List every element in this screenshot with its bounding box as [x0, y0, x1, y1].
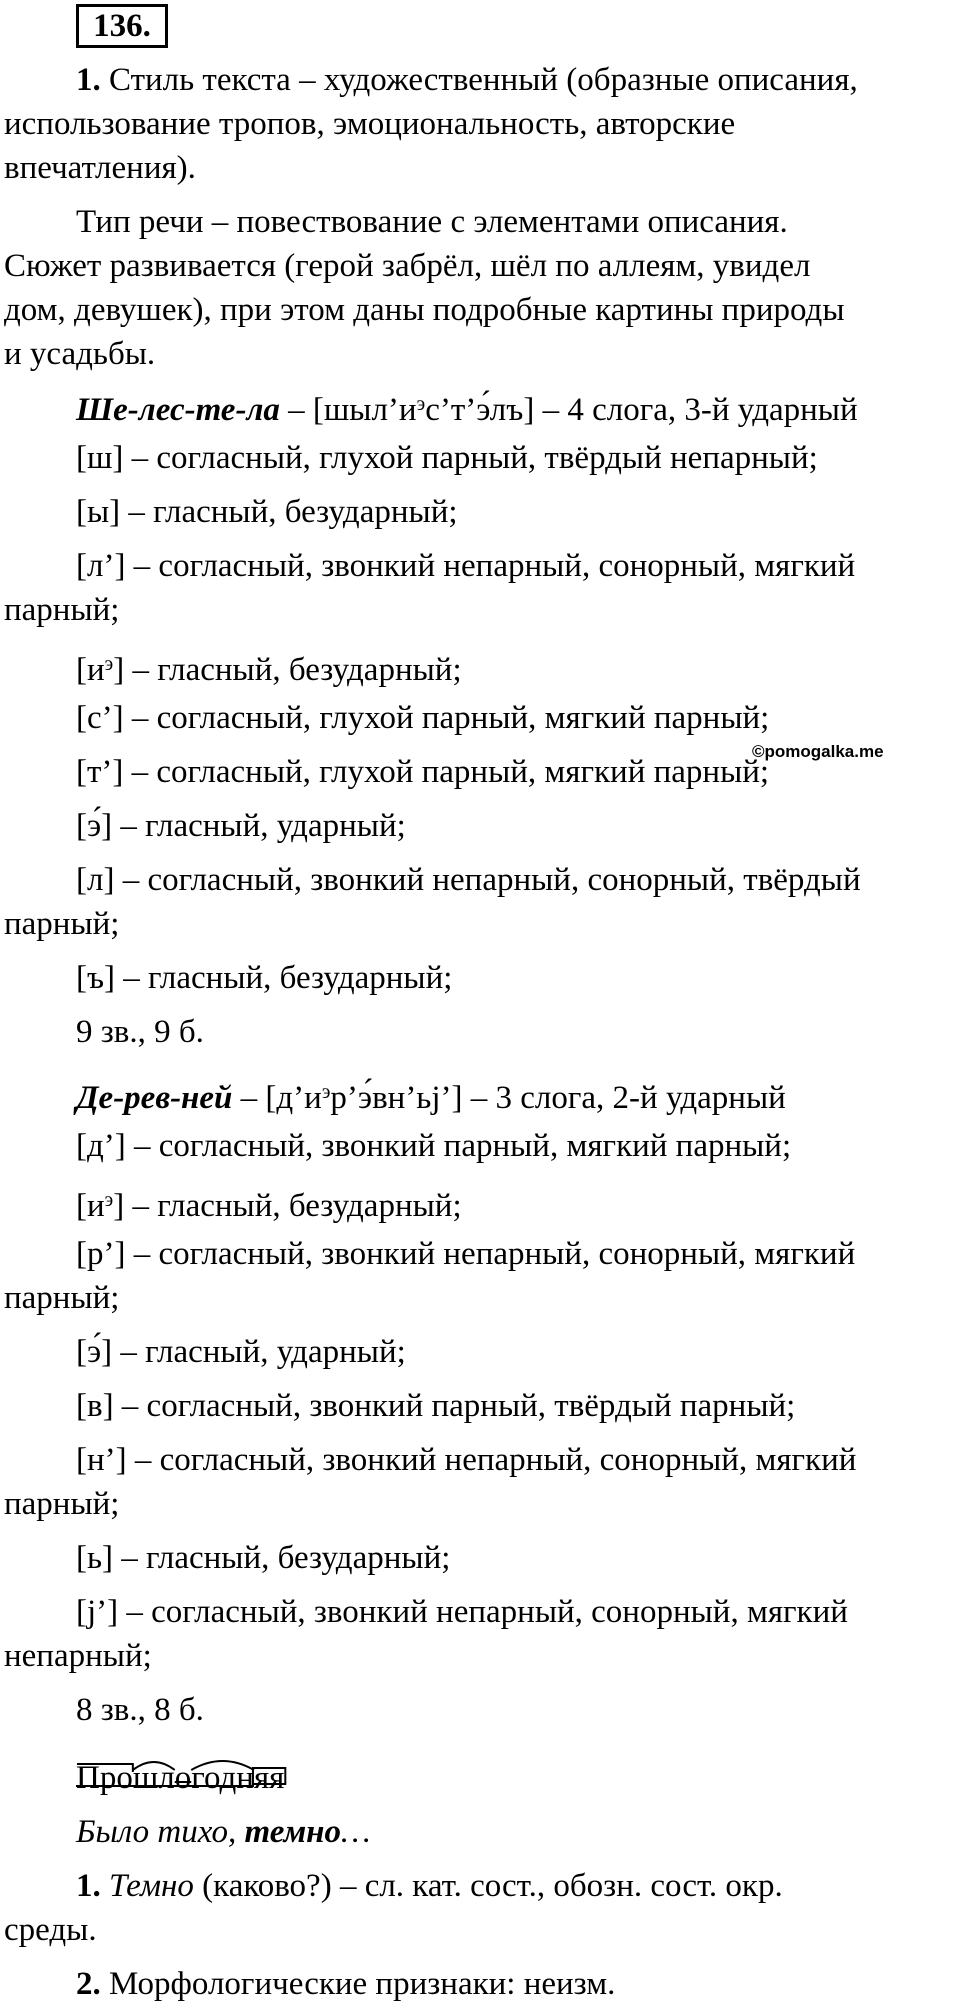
- p1-line-3: впечатления).: [4, 150, 196, 186]
- phoneme-line: парный;: [4, 592, 120, 628]
- word1-count: 9 зв., 9 б.: [76, 1014, 204, 1050]
- phoneme-line: [ъ] – гласный, безударный;: [76, 960, 453, 996]
- sentence: [76, 1812, 370, 1852]
- phoneme-part: [и: [76, 1188, 105, 1224]
- p2-line-3: дом, девушек), при этом даны подробные картины природы: [4, 292, 845, 328]
- phoneme-line: [ь] – гласный, безударный;: [76, 1540, 451, 1576]
- phoneme-sup: э: [104, 1189, 114, 1211]
- morpheme-root-1: шл: [132, 1760, 175, 1796]
- p1-line-1: [76, 60, 858, 100]
- phoneme-line: [76, 1180, 462, 1226]
- p1-number: 1.: [76, 62, 101, 98]
- morpheme-word: [76, 1758, 284, 1798]
- phoneme-line: парный;: [4, 1486, 120, 1522]
- phoneme-line: [э́] – гласный, ударный;: [76, 1334, 406, 1370]
- p1-line-2: использование тропов, эмоциональность, авторские: [4, 106, 736, 142]
- sentence-b: темно: [244, 1814, 342, 1850]
- phoneme-sup: э: [104, 653, 114, 675]
- sentence-a: Было тихо,: [76, 1814, 245, 1850]
- word2-syllables: Де-рев-ней: [76, 1080, 233, 1116]
- watermark: ©pomogalka.me: [752, 742, 884, 761]
- q1-line-1: [76, 1866, 783, 1906]
- p2-line-2: Сюжет развивается (герой забрёл, шёл по аллеям, увидел: [4, 248, 811, 284]
- word1-trans-b: с’т’э́лъ] – 4 слога, 3-й ударный: [425, 392, 858, 428]
- phoneme-line: [в] – согласный, звонкий парный, твёрдый парный;: [76, 1388, 796, 1424]
- p2-line-4: и усадьбы.: [4, 336, 156, 372]
- phoneme-line: [с’] – согласный, глухой парный, мягкий парный;: [76, 700, 770, 736]
- q2-number: 2.: [76, 1966, 101, 2002]
- word1-syllables: Ше-лес-те-ла: [76, 392, 280, 428]
- phoneme-line: [76, 644, 462, 690]
- phoneme-line: [р’] – согласный, звонкий непарный, сонорный, мягкий: [76, 1236, 856, 1272]
- phoneme-line: [ы] – гласный, безударный;: [76, 494, 458, 530]
- p2-line-1: Тип речи – повествование с элементами описания.: [76, 204, 788, 240]
- morpheme-prefix: Про: [76, 1760, 133, 1796]
- word2-trans-b: р’э́вн’ьj’] – 3 слога, 2-й ударный: [330, 1080, 786, 1116]
- phoneme-line: [т’] – согласный, глухой парный, мягкий парный;: [76, 754, 770, 790]
- morpheme-root-2: годн: [191, 1760, 254, 1796]
- morpheme-ending: яя: [253, 1760, 285, 1796]
- word2-count: 8 зв., 8 б.: [76, 1692, 204, 1728]
- phoneme-line: парный;: [4, 1280, 120, 1316]
- phoneme-line: [j’] – согласный, звонкий непарный, сонорный, мягкий: [76, 1594, 848, 1630]
- phoneme-part: [и: [76, 652, 105, 688]
- phoneme-line: [э́] – гласный, ударный;: [76, 808, 406, 844]
- p1-text-1: Стиль текста – художественный (образные описания,: [100, 62, 858, 98]
- word2-trans-a: – [д’и: [232, 1080, 322, 1116]
- phoneme-line: [л] – согласный, звонкий непарный, сонорный, твёрдый: [76, 862, 861, 898]
- q1-word: Темно: [109, 1868, 194, 1904]
- q2-text: Морфологические признаки: неизм.: [100, 1966, 616, 2002]
- q2-line-1: [76, 1964, 615, 2004]
- word2-trans-sup: э: [321, 1081, 331, 1103]
- phoneme-line: парный;: [4, 906, 120, 942]
- word2-heading: [76, 1072, 786, 1118]
- morpheme-marks: [76, 1746, 77, 1747]
- morpheme-connector: о: [174, 1760, 192, 1796]
- q1-text: (каково?) – сл. кат. сост., обозн. сост. окр.: [193, 1868, 783, 1904]
- word1-heading: [76, 384, 858, 430]
- word1-trans-a: – [шыл’и: [279, 392, 417, 428]
- phoneme-part: ] – гласный, безударный;: [113, 652, 462, 688]
- word1-trans-sup: э: [416, 393, 426, 415]
- phoneme-line: непарный;: [4, 1638, 152, 1674]
- q1-line-2: среды.: [4, 1912, 97, 1948]
- phoneme-line: [ш] – согласный, глухой парный, твёрдый непарный;: [76, 440, 818, 476]
- phoneme-line: [д’] – согласный, звонкий парный, мягкий парный;: [76, 1128, 792, 1164]
- phoneme-line: [н’] – согласный, звонкий непарный, сонорный, мягкий: [76, 1442, 857, 1478]
- phoneme-part: ] – гласный, безударный;: [113, 1188, 462, 1224]
- sentence-c: …: [341, 1814, 371, 1850]
- task-number-box: 136.: [76, 4, 168, 48]
- phoneme-line: [л’] – согласный, звонкий непарный, сонорный, мягкий: [76, 548, 856, 584]
- q1-number: 1.: [76, 1868, 101, 1904]
